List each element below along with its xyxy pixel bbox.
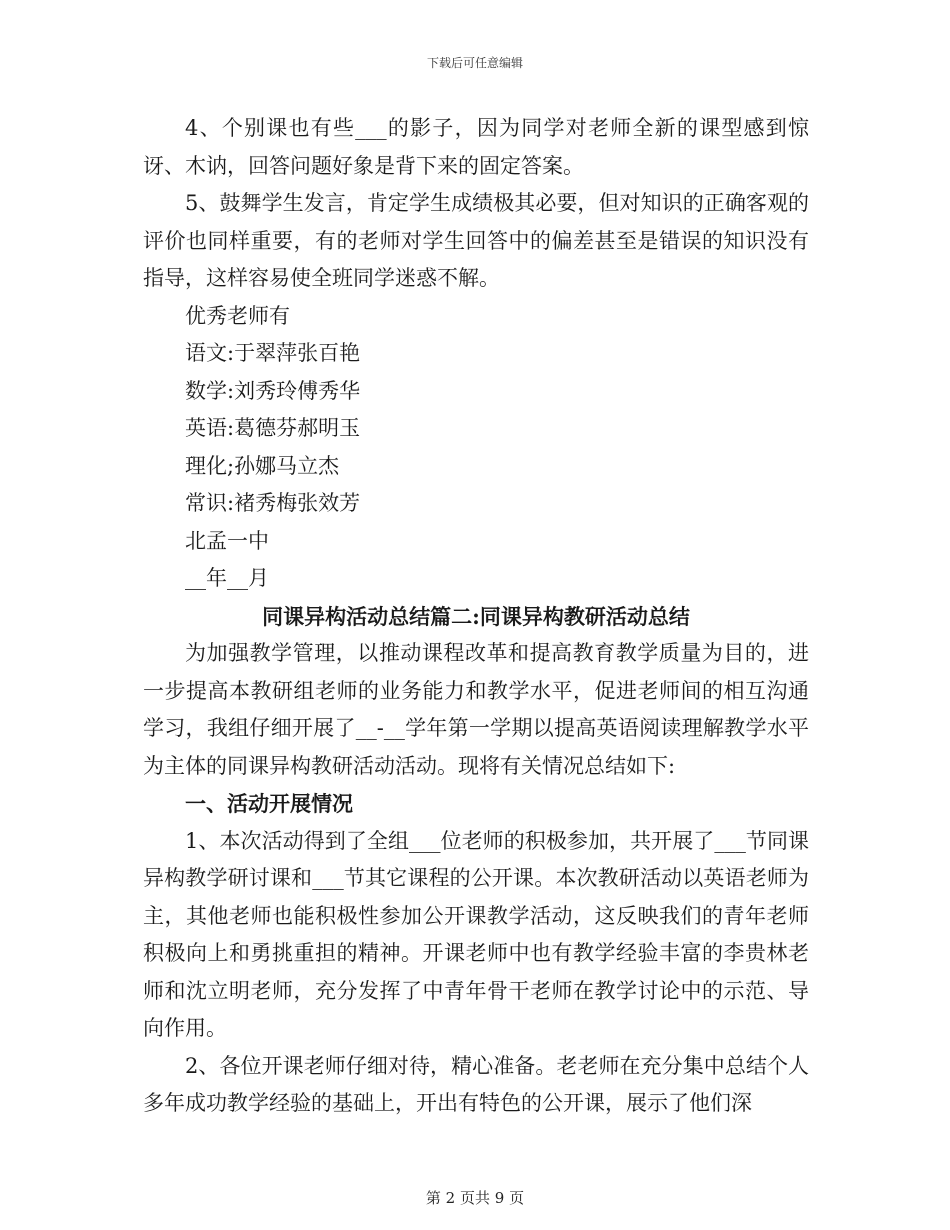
section-1-paragraph-2: 2、各位开课老师仔细对待，精心准备。老老师在充分集中总结个人多年成功教学经验的基础上，开出有特色的公开课，展示了他们深 [143,1053,809,1115]
teacher-line-chinese: 语文:于翠萍张百艳 [185,341,361,365]
school-name: 北孟一中 [185,528,269,553]
teachers-intro: 优秀老师有 [185,303,290,328]
section-1-paragraph-1: 1、本次活动得到了全组___位老师的积极参加，共开展了___节同课异构教学研讨课和___节其它课程的公开课。本次教研活动以英语老师为主，其他老师也能积极性参加公开课教学活动，这反映我们的青年老师积极向上和勇挑重担的精神。开课老师中也有教学经验丰富的李贵林老师和沈立明老师，充分发挥了中青年骨干老师在教学讨论中的示范、导向作用。 [143,828,809,1040]
teacher-line-english: 英语:葛德芬郝明玉 [185,416,361,440]
paragraph-5: 5、鼓舞学生发言，肯定学生成绩极其必要，但对知识的正确客观的评价也同样重要，有的老师对学生回答中的偏差甚至是错误的知识没有指导，这样容易使全班同学迷惑不解。 [143,191,809,290]
paragraph-4: 4、个别课也有些___的影子，因为同学对老师全新的课型感到惊讶、木讷，回答问题好象是背下来的固定答案。 [143,116,809,178]
section-title: 同课异构活动总结篇二:同课异构教研活动总结 [262,603,690,629]
page-header: 下载后可任意编辑 [426,56,523,70]
teacher-line-math: 数学:刘秀玲傅秀华 [185,378,361,403]
intro-paragraph: 为加强教学管理，以推动课程改革和提高教育教学质量为目的，进一步提高本教研组老师的业务能力和教学水平，促进老师间的相互沟通学习，我组仔细开展了__-__学年第一学期以提高英语阅读理解教学水平为主体的同课异构教研活动活动。现将有关情况总结如下: [143,641,809,778]
page-footer: 第 2 页共 9 页 [425,1189,525,1207]
teacher-line-science: 理化;孙娜马立杰 [185,453,340,478]
teacher-line-general: 常识:褚秀梅张效芳 [185,491,361,515]
section-heading-1: 一、活动开展情况 [185,791,353,816]
document-body [143,110,809,1123]
date-line: __年__月 [185,566,269,590]
